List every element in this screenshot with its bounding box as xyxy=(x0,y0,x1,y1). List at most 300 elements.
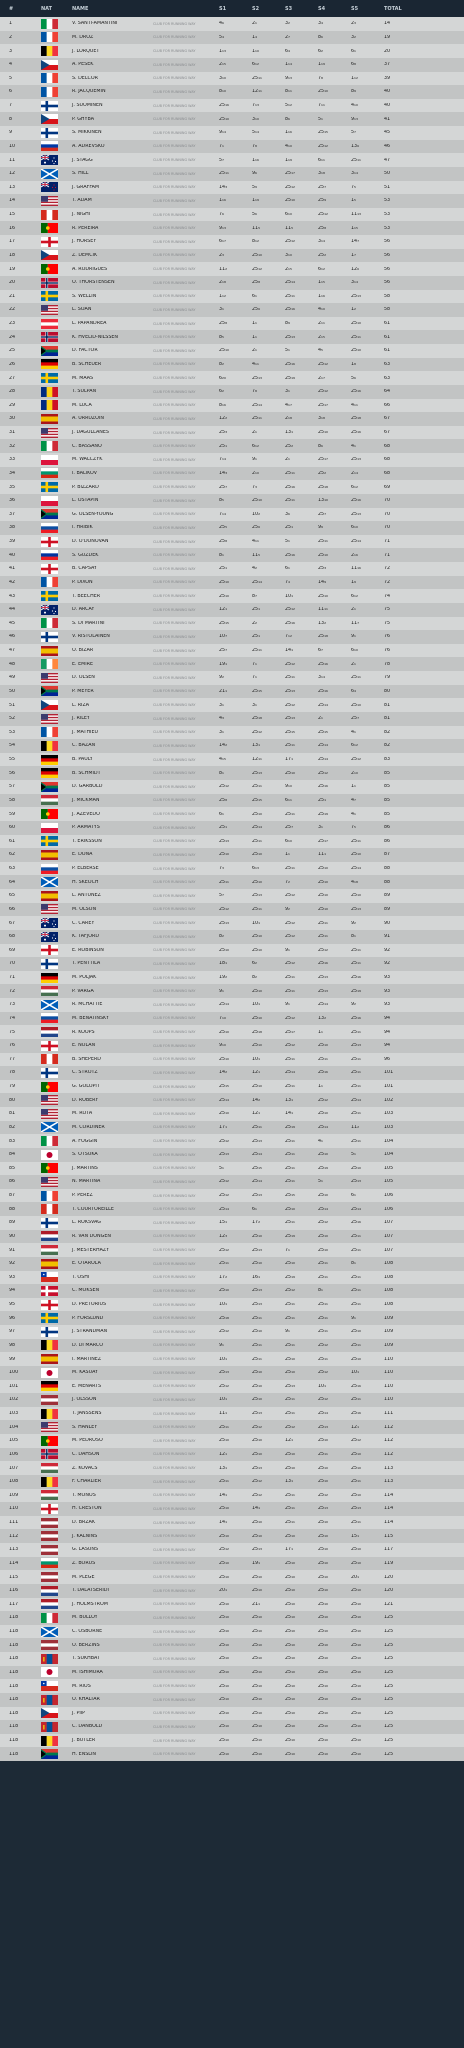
header-pos[interactable]: # xyxy=(9,5,14,12)
driver-name-cell[interactable]: M. MAAS xyxy=(72,375,94,381)
driver-name-cell[interactable]: M. BENATINSKY xyxy=(72,1015,109,1021)
position-cell: 12 xyxy=(9,171,16,177)
driver-name-cell[interactable]: G. LASUNS xyxy=(72,1547,99,1553)
nationality-flag-icon xyxy=(27,1245,65,1255)
table-row[interactable] xyxy=(0,1066,464,1080)
team-cell: CLUB FOR RUNNING WAY xyxy=(153,1070,196,1075)
team-cell: CLUB FOR RUNNING WAY xyxy=(153,130,196,135)
table-row[interactable] xyxy=(0,1107,464,1121)
driver-name-cell[interactable]: I. BALIKOV xyxy=(72,470,97,476)
table-row[interactable] xyxy=(0,126,464,140)
table-row[interactable] xyxy=(0,1543,464,1557)
table-row[interactable] xyxy=(0,208,464,222)
table-row[interactable] xyxy=(0,1189,464,1203)
driver-name-cell[interactable]: L. OSTAPIN xyxy=(72,498,99,504)
stage-1-cell: 6₁₇ xyxy=(219,239,226,245)
driver-name-cell[interactable]: B. SCHEUER xyxy=(72,361,102,367)
team-cell: CLUB FOR RUNNING WAY xyxy=(153,35,196,40)
driver-name-cell[interactable]: I. MARTINEZ xyxy=(72,1356,102,1362)
team-cell: CLUB FOR RUNNING WAY xyxy=(153,566,196,571)
driver-name-cell[interactable]: G. GOLOPIT xyxy=(72,1084,100,1090)
table-row[interactable] xyxy=(0,1611,464,1625)
table-row[interactable] xyxy=(0,576,464,590)
table-row[interactable] xyxy=(0,916,464,930)
table-row[interactable] xyxy=(0,17,464,31)
driver-name-cell[interactable]: O. KHALTAR xyxy=(72,1697,100,1703)
table-row[interactable] xyxy=(0,1284,464,1298)
driver-name-cell[interactable]: C. BASSANO xyxy=(72,443,102,449)
table-row[interactable] xyxy=(0,1012,464,1026)
driver-name-cell[interactable]: D. ROBERY xyxy=(72,1097,99,1103)
driver-name-cell[interactable]: D. OLSEN xyxy=(72,675,95,681)
stage-2-cell: 25₁₀ xyxy=(252,252,262,258)
table-row[interactable] xyxy=(0,1298,464,1312)
table-row[interactable] xyxy=(0,399,464,413)
stage-4-cell: 3₁ xyxy=(318,825,323,831)
driver-name-cell[interactable]: F. CHARLIER xyxy=(72,1479,102,1485)
driver-name-cell[interactable]: C. DAHSON xyxy=(72,1451,100,1457)
table-row[interactable] xyxy=(0,1461,464,1475)
table-row[interactable] xyxy=(0,1666,464,1680)
table-row[interactable] xyxy=(0,181,464,195)
driver-name-cell[interactable]: T. SULPAN xyxy=(72,389,97,395)
total-cell: 106 xyxy=(384,1206,394,1212)
table-row[interactable] xyxy=(0,1380,464,1394)
table-row[interactable] xyxy=(0,848,464,862)
stage-2-cell: 25₁₄ xyxy=(252,1179,262,1185)
driver-name-cell[interactable]: L. ANTUNEZ xyxy=(72,893,101,899)
table-row[interactable] xyxy=(0,753,464,767)
header-name[interactable]: NAME xyxy=(72,5,89,12)
driver-name-cell[interactable]: J. SUOMINEN xyxy=(72,103,103,109)
driver-name-cell[interactable]: M. LUCA xyxy=(72,402,92,408)
driver-name-cell[interactable]: E. DONA xyxy=(72,852,93,858)
driver-name-cell[interactable]: A. FOGGIN xyxy=(72,1138,98,1144)
table-row[interactable] xyxy=(0,780,464,794)
driver-name-cell[interactable]: M. ROTA xyxy=(72,1111,93,1117)
table-row[interactable] xyxy=(0,317,464,331)
table-row[interactable] xyxy=(0,644,464,658)
nationality-flag-icon xyxy=(27,1490,65,1500)
table-row[interactable] xyxy=(0,235,464,249)
driver-name-cell[interactable]: M. KASUAY xyxy=(72,1370,98,1376)
driver-name-cell[interactable]: K. HVELID-NILSSEN xyxy=(72,334,119,340)
position-cell: 105 xyxy=(9,1438,19,1444)
table-row[interactable] xyxy=(0,1557,464,1571)
table-row[interactable] xyxy=(0,589,464,603)
driver-name-cell[interactable]: A. RODRIGUES xyxy=(72,266,108,272)
driver-name-cell[interactable]: J. NIGHI xyxy=(72,212,91,218)
driver-name-cell[interactable]: O. BIZAR xyxy=(72,648,94,654)
table-row[interactable] xyxy=(0,72,464,86)
driver-name-cell[interactable]: E. EMIRE xyxy=(72,661,94,667)
nationality-flag-icon xyxy=(27,646,65,656)
table-row[interactable] xyxy=(0,1584,464,1598)
table-row[interactable] xyxy=(0,290,464,304)
driver-name-cell[interactable]: S. HILL xyxy=(72,171,89,177)
table-row[interactable] xyxy=(0,957,464,971)
team-cell: CLUB FOR RUNNING WAY xyxy=(153,730,196,735)
table-row[interactable] xyxy=(0,794,464,808)
table-row[interactable] xyxy=(0,671,464,685)
table-row[interactable] xyxy=(0,330,464,344)
driver-name-cell[interactable]: S. DI MARTINI xyxy=(72,620,105,626)
driver-name-cell[interactable]: C. DANBOLD xyxy=(72,1724,103,1730)
driver-name-cell[interactable]: J. STRANDMAN xyxy=(72,1329,108,1335)
table-row[interactable] xyxy=(0,112,464,126)
table-row[interactable] xyxy=(0,99,464,113)
driver-name-cell[interactable]: M. RIOS xyxy=(72,1683,91,1689)
driver-name-cell[interactable]: S. HANLEY xyxy=(72,1424,98,1430)
table-row[interactable] xyxy=(0,1448,464,1462)
table-row[interactable] xyxy=(0,726,464,740)
driver-name-cell[interactable]: O. THORSTENSEN xyxy=(72,280,115,286)
table-row[interactable] xyxy=(0,494,464,508)
table-row[interactable] xyxy=(0,1325,464,1339)
table-row[interactable] xyxy=(0,835,464,849)
table-row[interactable] xyxy=(0,903,464,917)
table-row[interactable] xyxy=(0,1134,464,1148)
driver-name-cell[interactable]: D. BRZAK xyxy=(72,1520,96,1526)
total-cell: 125 xyxy=(384,1751,394,1757)
driver-name-cell[interactable]: P. GHYBA xyxy=(72,116,95,122)
driver-name-cell[interactable]: S. OTSUKA xyxy=(72,1152,98,1158)
driver-name-cell[interactable]: B. PAULY xyxy=(72,757,93,763)
stage-5-cell: 25₁₆ xyxy=(351,1220,361,1226)
table-row[interactable] xyxy=(0,58,464,72)
driver-name-cell[interactable]: M. ISHIMURA xyxy=(72,1669,103,1675)
table-row[interactable] xyxy=(0,1093,464,1107)
table-row[interactable] xyxy=(0,1148,464,1162)
stage-1-cell: 8₁₆ xyxy=(219,402,226,408)
table-row[interactable] xyxy=(0,1502,464,1516)
driver-name-cell[interactable]: S. WELLIN xyxy=(72,293,97,299)
table-row[interactable] xyxy=(0,984,464,998)
driver-name-cell[interactable]: R. MCHATTIE xyxy=(72,1002,103,1008)
table-row[interactable] xyxy=(0,385,464,399)
table-row[interactable] xyxy=(0,153,464,167)
driver-name-cell[interactable]: C. BAZAN xyxy=(72,743,96,749)
driver-name-cell[interactable]: S. MIKKINEN xyxy=(72,130,102,136)
table-row[interactable] xyxy=(0,1162,464,1176)
table-row[interactable] xyxy=(0,194,464,208)
table-row[interactable] xyxy=(0,1707,464,1721)
table-row[interactable] xyxy=(0,508,464,522)
driver-name-cell[interactable]: P. ARMATYS xyxy=(72,825,100,831)
table-row[interactable] xyxy=(0,371,464,385)
driver-name-cell[interactable]: H. ENSLIN xyxy=(72,1751,96,1757)
driver-name-cell[interactable]: M. BULLOY xyxy=(72,1615,98,1621)
driver-name-cell[interactable]: J. LORQUET xyxy=(72,48,100,54)
driver-name-cell[interactable]: H. CRESTON xyxy=(72,1506,102,1512)
driver-name-cell[interactable]: T. PENTTILA xyxy=(72,961,101,967)
table-row[interactable] xyxy=(0,1679,464,1693)
driver-name-cell[interactable]: M. POLJAK xyxy=(72,975,97,981)
driver-name-cell[interactable]: J. MATHIEU xyxy=(72,729,99,735)
stage-1-cell: 14₁ xyxy=(219,1520,228,1526)
driver-name-cell[interactable]: D. ARCAY xyxy=(72,607,95,613)
table-row[interactable] xyxy=(0,1407,464,1421)
table-row[interactable] xyxy=(0,1230,464,1244)
driver-name-cell[interactable]: L. PAPANDREA xyxy=(72,321,107,327)
driver-name-cell[interactable]: M. DROZ xyxy=(72,34,94,40)
table-row[interactable] xyxy=(0,276,464,290)
stage-1-cell: 3₁ xyxy=(219,307,224,313)
driver-name-cell[interactable]: A. ADREVSKO xyxy=(72,143,105,149)
stage-5-cell: 2₃ xyxy=(351,21,356,27)
driver-name-cell[interactable]: B. CAPSAY xyxy=(72,566,97,572)
header-s5[interactable]: S5 xyxy=(351,5,359,12)
nationality-flag-icon xyxy=(27,373,65,383)
nationality-flag-icon xyxy=(27,1340,65,1350)
table-row[interactable] xyxy=(0,412,464,426)
driver-name-cell[interactable]: P. DIXON xyxy=(72,579,93,585)
driver-name-cell[interactable]: J. MARTINS xyxy=(72,1165,98,1171)
table-row[interactable] xyxy=(0,998,464,1012)
driver-name-cell[interactable]: T. ADAM xyxy=(72,198,92,204)
nationality-flag-icon xyxy=(27,196,65,206)
team-cell: CLUB FOR RUNNING WAY xyxy=(153,975,196,980)
driver-name-cell[interactable]: Z. DEMCIK xyxy=(72,252,98,258)
total-cell: 112 xyxy=(384,1438,394,1444)
table-row[interactable] xyxy=(0,930,464,944)
driver-name-cell[interactable]: T. OSHI xyxy=(72,1274,90,1280)
driver-name-cell[interactable]: G. OLSEN-YOUNG xyxy=(72,511,114,517)
table-row[interactable] xyxy=(0,453,464,467)
table-row[interactable] xyxy=(0,1257,464,1271)
driver-name-cell[interactable]: B. SCHMIDT xyxy=(72,770,101,776)
table-row[interactable] xyxy=(0,739,464,753)
driver-name-cell[interactable]: D. FACTOR xyxy=(72,348,98,354)
driver-name-cell[interactable]: Z. KOVACS xyxy=(72,1465,98,1471)
driver-name-cell[interactable]: O. BERZINS xyxy=(72,1642,100,1648)
table-row[interactable] xyxy=(0,535,464,549)
table-row[interactable] xyxy=(0,1529,464,1543)
header-s3[interactable]: S3 xyxy=(285,5,293,12)
table-row[interactable] xyxy=(0,1352,464,1366)
header-total[interactable]: TOTAL xyxy=(384,5,402,12)
table-row[interactable] xyxy=(0,1216,464,1230)
table-row[interactable] xyxy=(0,249,464,263)
table-row[interactable] xyxy=(0,807,464,821)
driver-name-cell[interactable]: M. PEDROSO xyxy=(72,1438,103,1444)
stage-2-cell: 10₁ xyxy=(252,1056,261,1062)
driver-name-cell[interactable]: A. URRUZOIN xyxy=(72,416,104,422)
header-s2[interactable]: S2 xyxy=(252,5,260,12)
driver-name-cell[interactable]: V. RISTOLAINEN xyxy=(72,634,110,640)
header-s1[interactable]: S1 xyxy=(219,5,227,12)
table-row[interactable] xyxy=(0,1025,464,1039)
driver-name-cell[interactable]: P. ELBERSE xyxy=(72,866,99,872)
table-row[interactable] xyxy=(0,685,464,699)
driver-name-cell[interactable]: S. DELCOR xyxy=(72,75,98,81)
driver-name-cell[interactable]: J. HORSEY xyxy=(72,239,97,245)
driver-name-cell[interactable]: C. OSBORNE xyxy=(72,1629,103,1635)
driver-name-cell[interactable]: T. JANSSENS xyxy=(72,1411,102,1417)
table-row[interactable] xyxy=(0,1393,464,1407)
table-row[interactable] xyxy=(0,875,464,889)
table-row[interactable] xyxy=(0,44,464,58)
driver-name-cell[interactable]: C. CAREY xyxy=(72,920,95,926)
driver-name-cell[interactable]: E. ROBINSON xyxy=(72,947,104,953)
table-row[interactable] xyxy=(0,31,464,45)
driver-name-cell[interactable]: E. MENARTS xyxy=(72,1383,102,1389)
table-row[interactable] xyxy=(0,167,464,181)
driver-name-cell[interactable]: T. MONOS xyxy=(72,1492,96,1498)
driver-name-cell[interactable]: J. MICKMAN xyxy=(72,797,100,803)
table-row[interactable] xyxy=(0,1693,464,1707)
table-row[interactable] xyxy=(0,1475,464,1489)
driver-name-cell[interactable]: T. ERIKSSON xyxy=(72,838,102,844)
driver-name-cell[interactable]: J. AZEVEDO xyxy=(72,811,100,817)
table-row[interactable] xyxy=(0,140,464,154)
table-row[interactable] xyxy=(0,1598,464,1612)
driver-name-cell[interactable]: L. RIZA xyxy=(72,702,90,708)
driver-name-cell[interactable]: D. GARBOLD xyxy=(72,784,103,790)
table-row[interactable] xyxy=(0,821,464,835)
table-row[interactable] xyxy=(0,1638,464,1652)
table-row[interactable] xyxy=(0,1720,464,1734)
table-row[interactable] xyxy=(0,1420,464,1434)
driver-name-cell[interactable]: J. RILEY xyxy=(72,716,90,722)
table-row[interactable] xyxy=(0,1271,464,1285)
driver-name-cell[interactable]: H. SKEOCH xyxy=(72,879,99,885)
driver-name-cell[interactable]: M. OLSON xyxy=(72,906,97,912)
table-row[interactable] xyxy=(0,467,464,481)
table-row[interactable] xyxy=(0,1121,464,1135)
table-row[interactable] xyxy=(0,889,464,903)
driver-name-cell[interactable]: J. DAGULLANES xyxy=(72,430,109,436)
table-row[interactable] xyxy=(0,344,464,358)
table-row[interactable] xyxy=(0,657,464,671)
driver-name-cell[interactable]: P. FORSLUND xyxy=(72,1315,104,1321)
table-row[interactable] xyxy=(0,1339,464,1353)
table-row[interactable] xyxy=(0,630,464,644)
driver-name-cell[interactable]: R. JACQUEMIN xyxy=(72,89,106,95)
driver-name-cell[interactable]: P. MEYER xyxy=(72,688,94,694)
driver-name-cell[interactable]: V. SANTI-AMANTINI xyxy=(72,21,118,27)
table-row[interactable] xyxy=(0,971,464,985)
driver-name-cell[interactable]: J. HOLMSTROM xyxy=(72,1601,108,1607)
driver-name-cell[interactable]: J. STAGG xyxy=(72,157,93,163)
nationality-flag-icon xyxy=(27,1068,65,1078)
table-row[interactable] xyxy=(0,944,464,958)
table-row[interactable] xyxy=(0,698,464,712)
table-row[interactable] xyxy=(0,617,464,631)
table-row[interactable] xyxy=(0,862,464,876)
driver-name-cell[interactable]: Z. BORUS xyxy=(72,1560,96,1566)
driver-name-cell[interactable]: P. VARGA xyxy=(72,988,94,994)
driver-name-cell[interactable]: T. DALATSERIDI xyxy=(72,1588,109,1594)
table-row[interactable] xyxy=(0,426,464,440)
stage-3-cell: 25₁₁ xyxy=(285,1492,295,1498)
driver-name-cell[interactable]: D. DI MARCO xyxy=(72,1342,104,1348)
table-row[interactable] xyxy=(0,1489,464,1503)
header-s4[interactable]: S4 xyxy=(318,5,326,12)
driver-name-cell[interactable]: L. ROKSVAG xyxy=(72,1220,101,1226)
table-row[interactable] xyxy=(0,262,464,276)
table-row[interactable] xyxy=(0,1366,464,1380)
table-row[interactable] xyxy=(0,712,464,726)
driver-name-cell[interactable]: J. MESTERHAZY xyxy=(72,1247,110,1253)
driver-name-cell[interactable]: S. GUZDEK xyxy=(72,552,99,558)
table-row[interactable] xyxy=(0,1175,464,1189)
table-row[interactable] xyxy=(0,1734,464,1748)
total-cell: 40 xyxy=(384,89,391,95)
driver-name-cell[interactable]: T. COURTOREILLE xyxy=(72,1206,114,1212)
table-row[interactable] xyxy=(0,1434,464,1448)
driver-name-cell[interactable]: B. SHEPERD xyxy=(72,1056,101,1062)
driver-name-cell[interactable]: J. PIIP xyxy=(72,1710,86,1716)
table-row[interactable] xyxy=(0,1311,464,1325)
table-row[interactable] xyxy=(0,1202,464,1216)
table-row[interactable] xyxy=(0,1570,464,1584)
driver-name-cell[interactable]: N. MARTINA xyxy=(72,1179,101,1185)
driver-name-cell[interactable]: J. KALNINS xyxy=(72,1533,98,1539)
table-row[interactable] xyxy=(0,1516,464,1530)
driver-name-cell[interactable]: R. PEREIRA xyxy=(72,225,99,231)
table-row[interactable] xyxy=(0,480,464,494)
driver-name-cell[interactable]: T. SUKHBAT xyxy=(72,1656,100,1662)
table-row[interactable] xyxy=(0,358,464,372)
table-row[interactable] xyxy=(0,439,464,453)
driver-name-cell[interactable]: R. KOOPS xyxy=(72,1029,95,1035)
driver-name-cell[interactable]: E. NOLAN xyxy=(72,1043,96,1049)
table-row[interactable] xyxy=(0,85,464,99)
driver-name-cell[interactable]: J. GRAFFAM xyxy=(72,184,100,190)
stage-5-cell: 25₁₄ xyxy=(351,539,361,545)
table-row[interactable] xyxy=(0,1243,464,1257)
position-cell: 15 xyxy=(9,212,16,218)
driver-name-cell[interactable]: D. O'DONOVAN xyxy=(72,539,109,545)
team-cell: CLUB FOR RUNNING WAY xyxy=(153,376,196,381)
table-row[interactable] xyxy=(0,766,464,780)
driver-name-cell[interactable]: J. BUTLER xyxy=(72,1738,96,1744)
driver-name-cell[interactable]: L. SOAN xyxy=(72,307,92,313)
table-row[interactable] xyxy=(0,562,464,576)
driver-name-cell[interactable]: D. PRETORIUS xyxy=(72,1302,107,1308)
driver-name-cell[interactable]: A. PESEK xyxy=(72,62,94,68)
table-row[interactable] xyxy=(0,1080,464,1094)
driver-name-cell[interactable]: C. MOKSEN xyxy=(72,1288,100,1294)
driver-name-cell[interactable]: T. BEECHER xyxy=(72,593,101,599)
driver-name-cell[interactable]: K. TAFJORD xyxy=(72,934,100,940)
table-row[interactable] xyxy=(0,548,464,562)
table-row[interactable] xyxy=(0,1652,464,1666)
driver-name-cell[interactable]: P. BIZZARD xyxy=(72,484,99,490)
driver-name-cell[interactable]: P. PEREZ xyxy=(72,1193,93,1199)
driver-name-cell[interactable]: I. HRIBIK xyxy=(72,525,93,531)
driver-name-cell[interactable]: C. STROTZ xyxy=(72,1070,98,1076)
header-nat[interactable]: NAT xyxy=(41,5,53,12)
driver-name-cell[interactable]: J. OLSSON xyxy=(72,1397,97,1403)
driver-name-cell[interactable]: M. WALCZYK xyxy=(72,457,103,463)
table-row[interactable] xyxy=(0,221,464,235)
total-cell: 82 xyxy=(384,743,391,749)
nationality-flag-icon xyxy=(27,1409,65,1419)
table-row[interactable] xyxy=(0,1747,464,1761)
table-row[interactable] xyxy=(0,1039,464,1053)
driver-name-cell[interactable]: E. OTAROLA xyxy=(72,1261,101,1267)
table-row[interactable] xyxy=(0,1625,464,1639)
driver-name-cell[interactable]: M. CORDINER xyxy=(72,1124,105,1130)
table-row[interactable] xyxy=(0,303,464,317)
table-row[interactable] xyxy=(0,521,464,535)
driver-name-cell[interactable]: R. VAN DONGEN xyxy=(72,1233,111,1239)
table-row[interactable] xyxy=(0,1053,464,1067)
table-row[interactable] xyxy=(0,603,464,617)
driver-name-cell[interactable]: M. PLEGE xyxy=(72,1574,95,1580)
